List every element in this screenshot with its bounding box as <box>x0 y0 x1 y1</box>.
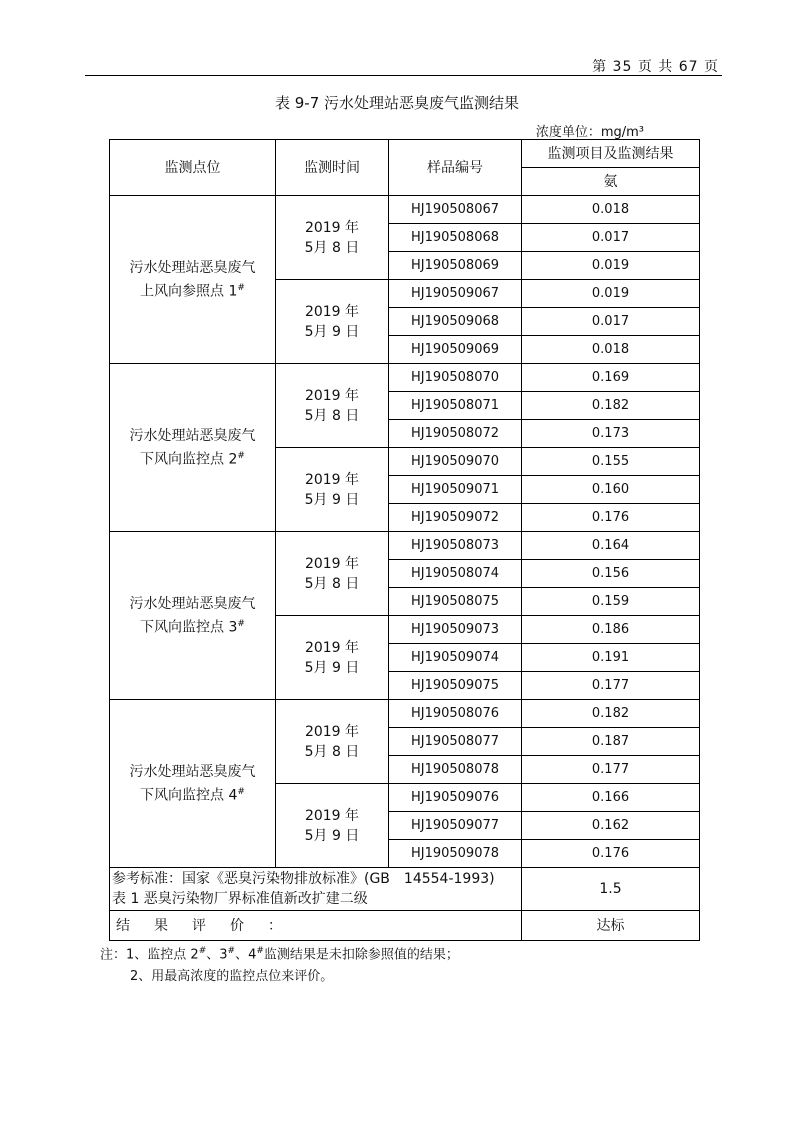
reference-standard-cell <box>110 868 522 911</box>
table-row <box>110 364 700 392</box>
date-year: 2019 年 <box>304 723 360 740</box>
point-cell <box>110 700 276 868</box>
evaluation-row <box>110 911 700 941</box>
note-1: 注：1、监控点 2#、3#、4#监测结果是未扣除参照值的结果； <box>100 946 459 963</box>
date-cell <box>276 532 389 616</box>
date-day: 5月 8 日 <box>304 407 360 424</box>
sample-id-cell: HJ190508075 <box>389 588 522 616</box>
point-cell <box>110 532 276 700</box>
ammonia-value-cell: 0.017 <box>522 308 700 336</box>
date-cell <box>276 196 389 280</box>
table-row <box>110 532 700 560</box>
reference-value-cell: 1.5 <box>522 868 700 911</box>
ammonia-value-cell: 0.156 <box>522 560 700 588</box>
evaluation-label-cell: 结果评价： <box>110 911 522 941</box>
sample-id-cell: HJ190508067 <box>389 196 522 224</box>
ammonia-value-cell: 0.162 <box>522 812 700 840</box>
sample-id-cell: HJ190509075 <box>389 672 522 700</box>
ammonia-value-cell: 0.186 <box>522 616 700 644</box>
sample-id-cell: HJ190509072 <box>389 504 522 532</box>
point-name: 污水处理站恶臭废气 <box>129 259 256 276</box>
sample-id-cell: HJ190509069 <box>389 336 522 364</box>
point-location: 下风向监控点 3# <box>140 618 245 636</box>
header-sample: 样品编号 <box>389 140 522 196</box>
ammonia-value-cell: 0.176 <box>522 840 700 868</box>
sample-id-cell: HJ190508077 <box>389 728 522 756</box>
date-year: 2019 年 <box>304 471 360 488</box>
date-day: 5月 8 日 <box>304 575 360 592</box>
point-location: 下风向监控点 4# <box>140 786 245 804</box>
ammonia-value-cell: 0.169 <box>522 364 700 392</box>
point-name: 污水处理站恶臭废气 <box>129 763 256 780</box>
point-name: 污水处理站恶臭废气 <box>129 427 256 444</box>
point-cell <box>110 196 276 364</box>
point-name: 污水处理站恶臭废气 <box>129 595 256 612</box>
sample-id-cell: HJ190508069 <box>389 252 522 280</box>
date-day: 5月 8 日 <box>304 239 360 256</box>
date-day: 5月 9 日 <box>304 827 360 844</box>
monitoring-table <box>109 139 700 941</box>
sample-id-cell: HJ190508072 <box>389 420 522 448</box>
page-number: 第 35 页 共 67 页 <box>592 59 719 75</box>
sample-id-cell: HJ190509067 <box>389 280 522 308</box>
date-day: 5月 9 日 <box>304 323 360 340</box>
sample-id-cell: HJ190508073 <box>389 532 522 560</box>
reference-line-1: 参考标准：国家《恶臭污染物排放标准》(GB 14554-1993) <box>112 871 495 887</box>
ammonia-value-cell: 0.018 <box>522 196 700 224</box>
date-year: 2019 年 <box>304 387 360 404</box>
ammonia-value-cell: 0.182 <box>522 392 700 420</box>
date-cell <box>276 700 389 784</box>
sample-id-cell: HJ190509077 <box>389 812 522 840</box>
date-day: 5月 9 日 <box>304 659 360 676</box>
reference-row <box>110 868 700 911</box>
date-year: 2019 年 <box>304 219 360 236</box>
header-point: 监测点位 <box>110 140 276 196</box>
date-cell <box>276 280 389 364</box>
header-item-ammonia: 氨 <box>522 168 700 196</box>
sample-id-cell: HJ190509068 <box>389 308 522 336</box>
sample-id-cell: HJ190508078 <box>389 756 522 784</box>
sample-id-cell: HJ190509076 <box>389 784 522 812</box>
ammonia-value-cell: 0.166 <box>522 784 700 812</box>
ammonia-value-cell: 0.191 <box>522 644 700 672</box>
ammonia-value-cell: 0.177 <box>522 672 700 700</box>
date-cell <box>276 364 389 448</box>
ammonia-value-cell: 0.017 <box>522 224 700 252</box>
sample-id-cell: HJ190508071 <box>389 392 522 420</box>
reference-line-2: 表 1 恶臭污染物厂界标准值新改扩建二级 <box>112 891 368 907</box>
header-rule <box>85 75 722 76</box>
ammonia-value-cell: 0.173 <box>522 420 700 448</box>
table-caption: 表 9-7 污水处理站恶臭废气监测结果 <box>274 94 520 112</box>
ammonia-value-cell: 0.019 <box>522 252 700 280</box>
date-cell <box>276 616 389 700</box>
date-day: 5月 9 日 <box>304 491 360 508</box>
sample-id-cell: HJ190509073 <box>389 616 522 644</box>
sample-id-cell: HJ190508074 <box>389 560 522 588</box>
point-cell <box>110 364 276 532</box>
date-year: 2019 年 <box>304 303 360 320</box>
date-cell <box>276 784 389 868</box>
header-time: 监测时间 <box>276 140 389 196</box>
unit-label: 浓度单位：mg/m³ <box>535 125 644 140</box>
table-row <box>110 196 700 224</box>
header-result-group: 监测项目及监测结果 <box>522 140 700 168</box>
sample-id-cell: HJ190508076 <box>389 700 522 728</box>
table-row <box>110 700 700 728</box>
sample-id-cell: HJ190509070 <box>389 448 522 476</box>
ammonia-value-cell: 0.019 <box>522 280 700 308</box>
sample-id-cell: HJ190509071 <box>389 476 522 504</box>
sample-id-cell: HJ190509078 <box>389 840 522 868</box>
ammonia-value-cell: 0.155 <box>522 448 700 476</box>
date-year: 2019 年 <box>304 807 360 824</box>
ammonia-value-cell: 0.182 <box>522 700 700 728</box>
ammonia-value-cell: 0.177 <box>522 756 700 784</box>
sample-id-cell: HJ190508070 <box>389 364 522 392</box>
point-location: 下风向监控点 2# <box>140 450 245 468</box>
date-year: 2019 年 <box>304 639 360 656</box>
sample-id-cell: HJ190508068 <box>389 224 522 252</box>
ammonia-value-cell: 0.187 <box>522 728 700 756</box>
ammonia-value-cell: 0.176 <box>522 504 700 532</box>
evaluation-value-cell: 达标 <box>522 911 700 941</box>
ammonia-value-cell: 0.164 <box>522 532 700 560</box>
ammonia-value-cell: 0.159 <box>522 588 700 616</box>
date-cell <box>276 448 389 532</box>
ammonia-value-cell: 0.160 <box>522 476 700 504</box>
point-location: 上风向参照点 1# <box>140 282 245 300</box>
note-2: 2、用最高浓度的监控点位来评价。 <box>130 969 334 985</box>
notes <box>100 940 459 988</box>
sample-id-cell: HJ190509074 <box>389 644 522 672</box>
date-day: 5月 8 日 <box>304 743 360 760</box>
ammonia-value-cell: 0.018 <box>522 336 700 364</box>
date-year: 2019 年 <box>304 555 360 572</box>
